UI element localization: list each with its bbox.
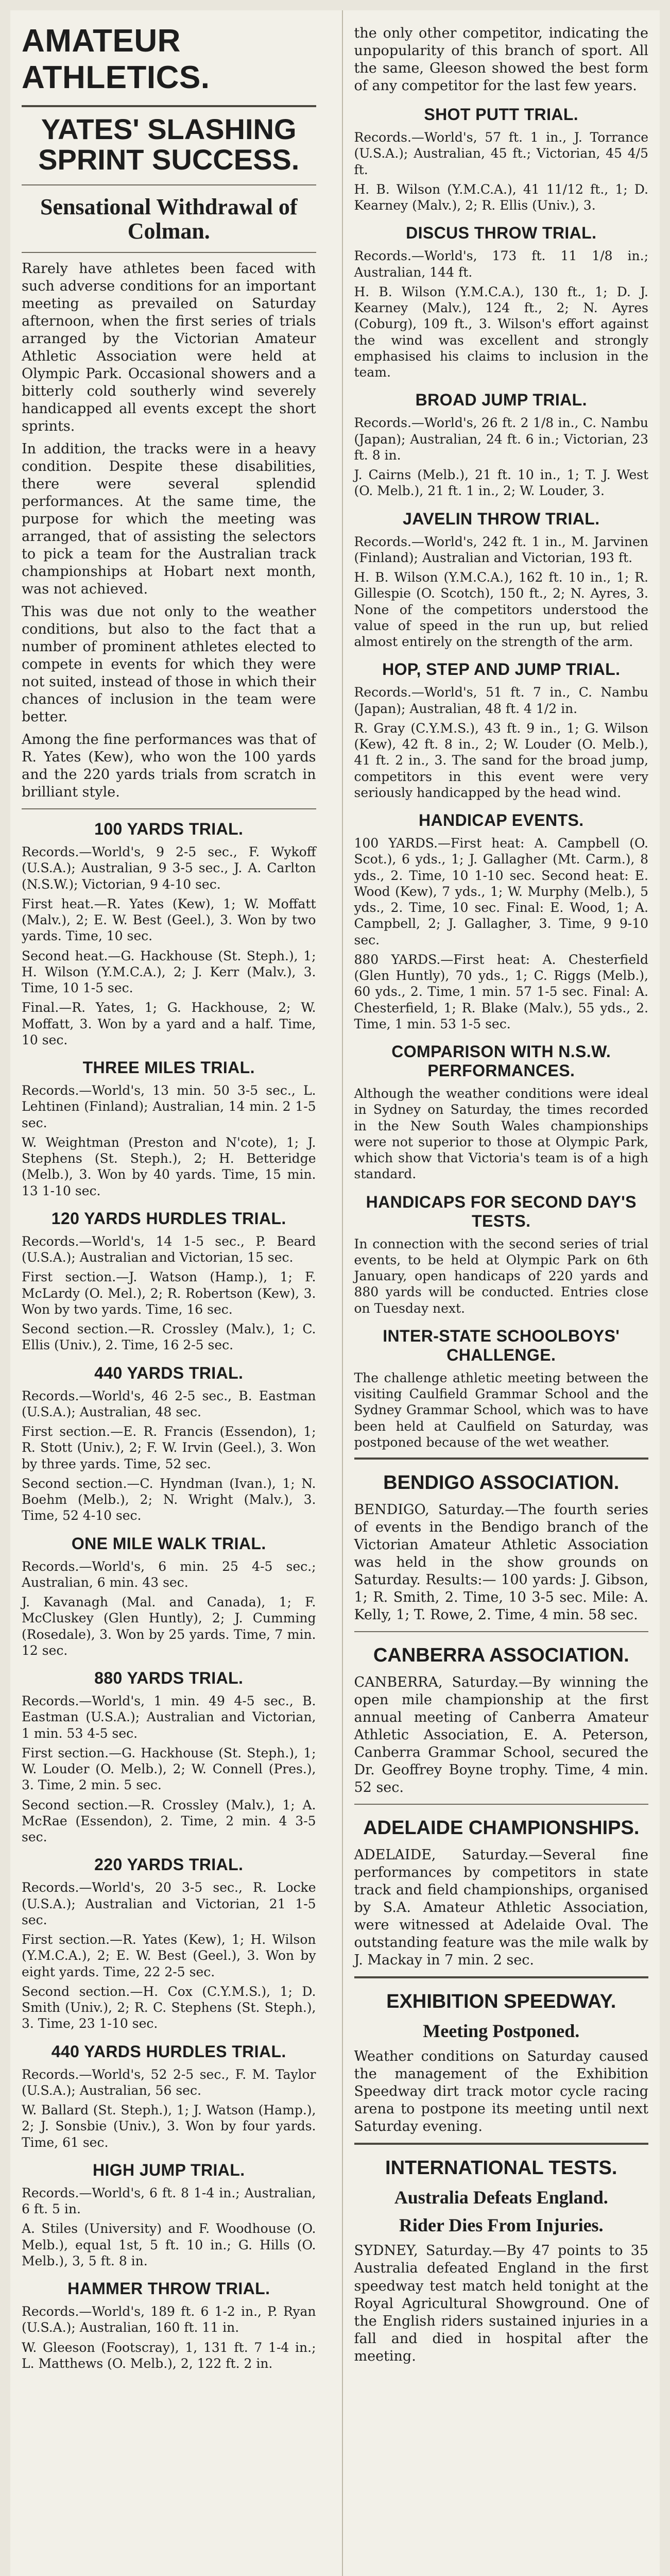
- adelaide-text: ADELAIDE, Saturday.—Several fine performances by competitors in state track and field championships, organised by S.A. Amateur Athletic Association, were witnessed at Adelaide Oval. The outstanding feature was the mile walk by J. Mackay in 7 min. 2 sec.: [354, 1847, 653, 1969]
- section-item: W. Gleeson (Footscray), 1, 131 ft. 7 1-4 in.; L. Matthews (O. Melb.), 2, 122 ft. 2 in.: [22, 2340, 320, 2371]
- section-item: Final.—R. Yates, 1; G. Hackhouse, 2; W. Moffatt, 3. Won by a yard and a half. Time, 10 sec.: [22, 1000, 320, 1047]
- section-item: Records.—World's, 173 ft. 11 1/8 in.; Australian, 144 ft.: [354, 248, 652, 280]
- exhibition-head: EXHIBITION SPEEDWAY.: [386, 1991, 616, 2013]
- section-item: H. B. Wilson (Y.M.C.A.), 130 ft., 1; D. J. Kearney (Malv.), 124 ft., 2; N. Ayres (Coburg), 109 ft., 3. Wilson's effort against the wind was excellent and strongly emphasised his claims to inclusion in the team.: [354, 284, 652, 380]
- section-title-schoolboys: INTER-STATE SCHOOLBOYS' CHALLENGE.: [383, 1326, 620, 1364]
- left-column: [10, 10, 328, 2576]
- divider: [354, 1458, 649, 1460]
- section-item: Records.—World's, 189 ft. 6 1-2 in., P. Ryan (U.S.A.); Australian, 160 ft. 11 in.: [22, 2304, 320, 2335]
- section-item: 880 YARDS.—First heat: A. Chesterfield (Glen Huntly), 70 yds., 1; C. Riggs (Melb.), 60 yds., 2. Time, 1 min. 57 1-5 sec. Final: A. Chesterfield, 1; R. Blake (Malv.), 55 yds., 2. Time, 1 min. 53 1-5 sec.: [354, 952, 652, 1031]
- section-item: R. Gray (C.Y.M.S.), 43 ft. 9 in., 1; G. Wilson (Kew), 42 ft. 8 in., 2; W. Louder (O. Melb.), 41 ft. 2 in., 3. The sand for the broad jump, competitors in this event were very seriously handicapped by the head wind.: [354, 720, 652, 800]
- divider: [22, 252, 316, 253]
- section-item: Records.—World's, 9 2-5 sec., F. Wykoff (U.S.A.); Australian, 9 3-5 sec., J. A. Carlton (N.S.W.); Victorian, 9 4-10 sec.: [22, 844, 320, 892]
- section-title-120-hurdles: 120 YARDS HURDLES TRIAL.: [51, 1209, 286, 1228]
- section-item: Records.—World's, 52 2-5 sec., F. M. Taylor (U.S.A.); Australian, 56 sec.: [22, 2066, 320, 2098]
- section-title-100-yards: 100 YARDS TRIAL.: [94, 820, 244, 839]
- bendigo-head: BENDIGO ASSOCIATION.: [383, 1472, 620, 1494]
- section-item: W. Weightman (Preston and N'cote), 1; J. Stephens (St. Steph.), 2; H. Betteridge (Melb.), 3. Won by 40 yards. Time, 15 min. 13 1-10 sec.: [22, 1134, 320, 1198]
- canberra-head: CANBERRA ASSOCIATION.: [373, 1645, 629, 1667]
- continuation-paragraph: the only other competitor, indicating the unpopularity of this branch of sport. All the same, Gleeson showed the best form of any competitor for the last few years.: [354, 25, 653, 94]
- section-item: 100 YARDS.—First heat: A. Campbell (O. Scot.), 6 yds., 1; J. Gallagher (Mt. Carm.), 8 yds., 2. Time, 10 1-10 sec. Second heat: E. Wood (Kew), 7 yds., 1; W. Murphy (Melb.), 5 yds., 2. Time, 10 sec. Final: E. Wood, 1; A. Campbell, 2; J. Gallagher, 3. Time, 9 9-10 sec.: [354, 836, 652, 947]
- section-title-handicaps-second-day: HANDICAPS FOR SECOND DAY'S TESTS.: [366, 1192, 637, 1230]
- section-item: Records.—World's, 6 ft. 8 1-4 in.; Australian, 6 ft. 5 in.: [22, 2185, 320, 2217]
- canberra-text: CANBERRA, Saturday.—By winning the open mile championship at the first annual meeting of Canberra Amateur Athletic Association, E. A. Peterson, Canberra Grammar School, secured the Dr. Geoffrey Boyne trophy. Time, 4 min. 52 sec.: [354, 1674, 653, 1796]
- associations: [354, 1472, 653, 1969]
- section-item: Records.—World's, 14 1-5 sec., P. Beard (U.S.A.); Australian and Victorian, 15 sec.: [22, 1233, 320, 1265]
- section-title-220-yards: 220 YARDS TRIAL.: [94, 1855, 244, 1874]
- section-item: J. Cairns (Melb.), 21 ft. 10 in., 1; T. J. West (O. Melb.), 21 ft. 1 in., 2; W. Louder, 3.: [354, 467, 652, 499]
- section-title-three-miles: THREE MILES TRIAL.: [82, 1058, 255, 1077]
- section-list: [354, 105, 652, 1450]
- divider: [354, 1631, 649, 1632]
- divider: [354, 1976, 649, 1978]
- section-item: First heat.—R. Yates (Kew), 1; W. Moffatt (Malv.), 2; E. W. Best (Geel.), 3. Won by two yards. Time, 10 sec.: [22, 896, 320, 944]
- section-item: The challenge athletic meeting between the visiting Caulfield Grammar School and the Sydney Grammar School, which was to have been held at Caulfield on Saturday, was postponed because of the wet weather.: [354, 1370, 652, 1450]
- section-item: Second section.—H. Cox (C.Y.M.S.), 1; D. Smith (Univ.), 2; R. C. Stephens (St. Steph.), 3. Time, 23 1-10 sec.: [22, 1984, 320, 2031]
- section-item: J. Kavanagh (Mal. and Canada), 1; F. McCluskey (Glen Huntly), 2; J. Cumming (Rosedale), 3. Won by 25 yards. Time, 7 min. 12 sec.: [22, 1595, 320, 1658]
- divider: [22, 105, 316, 107]
- exhibition-subhead: Meeting Postponed.: [423, 2021, 580, 2042]
- exhibition-text: Weather conditions on Saturday caused the management of the Exhibition Speedway dirt track motor cycle racing arena to postpone its meeting until next Saturday evening.: [354, 2048, 653, 2135]
- section-item: H. B. Wilson (Y.M.C.A.), 41 11/12 ft., 1; D. Kearney (Malv.), 2; R. Ellis (Univ.), 3.: [354, 181, 652, 213]
- divider: [354, 1804, 649, 1805]
- section-item: Although the weather conditions were ideal in Sydney on Saturday, the times recorded in the New South Wales championships were not superior to those at Olympic Park, which show that Victoria's team is of a high standard.: [354, 1086, 652, 1182]
- section-title-440-hurdles: 440 YARDS HURDLES TRIAL.: [51, 2042, 286, 2061]
- section-item: First section.—J. Watson (Hamp.), 1; F. McLardy (O. Mel.), 2; R. Robertson (Kew), 3. Won by two yards. Time, 16 sec.: [22, 1269, 320, 1317]
- section-item: First section.—R. Yates (Kew), 1; H. Wilson (Y.M.C.A.), 2; E. W. Best (Geel.), 3. Won by eight yards. Time, 22 2-5 sec.: [22, 1932, 320, 1979]
- section-item: H. B. Wilson (Y.M.C.A.), 162 ft. 10 in., 1; R. Gillespie (O. Scotch), 150 ft., 2; N. Ayres, 3. None of the competitors understood the value of speed in the run up, but relied almost entirely on the strength of the arm.: [354, 570, 652, 650]
- divider: [22, 184, 316, 185]
- section-item: Records.—World's, 46 2-5 sec., B. Eastman (U.S.A.); Australian, 48 sec.: [22, 1388, 320, 1419]
- section-item: First section.—G. Hackhouse (St. Steph.), 1; W. Louder (O. Melb.), 2; W. Connell (Pres.), 3. Time, 2 min. 5 sec.: [22, 1745, 320, 1793]
- section-title-high-jump: HIGH JUMP TRIAL.: [92, 2160, 245, 2179]
- section-item: Second section.—C. Hyndman (Ivan.), 1; N. Boehm (Melb.), 2; N. Wright (Malv.), 3. Time, 52 4-10 sec.: [22, 1476, 320, 1523]
- intro-paragraph: Among the fine performances was that of R. Yates (Kew), who won the 100 yards and the 220 yards trials from scratch in brilliant style.: [22, 732, 321, 801]
- exhibition-speedway: [354, 1991, 653, 2136]
- intro-paragraph: This was due not only to the weather conditions, but also to the fact that a number of prominent athletes elected to compete in events for which they were not suited, instead of those in which their chances of inclusion in the team were better.: [22, 603, 321, 725]
- section-item: Second heat.—G. Hackhouse (St. Steph.), 1; H. Wilson (Y.M.C.A.), 2; J. Kerr (Malv.), 3. Time, 10 1-5 sec.: [22, 948, 320, 996]
- section-title-mile-walk: ONE MILE WALK TRIAL.: [71, 1534, 266, 1553]
- right-column: [342, 10, 660, 2576]
- newspaper-page: [10, 10, 660, 2576]
- section-title-broad-jump: BROAD JUMP TRIAL.: [415, 391, 587, 410]
- section-title-hop-step-jump: HOP, STEP AND JUMP TRIAL.: [382, 660, 621, 679]
- section-title-880-yards: 880 YARDS TRIAL.: [94, 1669, 244, 1688]
- section-item: Second section.—R. Crossley (Malv.), 1; C. Ellis (Univ.), 2. Time, 16 2-5 sec.: [22, 1321, 320, 1353]
- international-text: SYDNEY, Saturday.—By 47 points to 35 Australia defeated England in the first speedway test match held tonight at the Royal Agricultural Showground. One of the English riders sustained injuries in a fall and died in hospital after the meeting.: [354, 2243, 653, 2364]
- section-item: Records.—World's, 1 min. 49 4-5 sec., B. Eastman (U.S.A.); Australian and Victorian, 1 min. 53 4-5 sec.: [22, 1693, 320, 1741]
- adelaide-head: ADELAIDE CHAMPIONSHIPS.: [363, 1817, 640, 1839]
- section-title-handicap-events: HANDICAP EVENTS.: [418, 811, 584, 830]
- international-subhead-2: Rider Dies From Injuries.: [399, 2215, 604, 2236]
- international-subhead-1: Australia Defeats England.: [394, 2187, 608, 2208]
- section-item: W. Ballard (St. Steph.), 1; J. Watson (Hamp.), 2; J. Sonsbie (Univ.), 3. Won by four yards. Time, 61 sec.: [22, 2103, 320, 2150]
- headline: YATES' SLASHING SPRINT SUCCESS.: [38, 113, 300, 176]
- section-item: First section.—E. R. Francis (Essendon), 1; R. Stott (Univ.), 2; F. W. Irvin (Geel.), 3. Won by three yards. Time, 52 sec.: [22, 1424, 320, 1471]
- divider: [354, 2143, 649, 2145]
- section-item: Records.—World's, 6 min. 25 4-5 sec.; Australian, 6 min. 43 sec.: [22, 1558, 320, 1590]
- section-item: Second section.—R. Crossley (Malv.), 1; A. McRae (Essendon), 2. Time, 2 min. 4 3-5 sec.: [22, 1797, 320, 1845]
- section-item: Records.—World's, 51 ft. 7 in., C. Nambu (Japan); Australian, 48 ft. 4 1/2 in.: [354, 685, 652, 716]
- section-item: In connection with the second series of trial events, to be held at Olympic Park on 6th January, open handicaps of 220 yards and 880 yards will be conducted. Entries close on Tuesday next.: [354, 1236, 652, 1316]
- section-title-javelin: JAVELIN THROW TRIAL.: [403, 509, 600, 528]
- section-item: Records.—World's, 242 ft. 1 in., M. Jarvinen (Finland); Australian and Victorian, 193 ft.: [354, 534, 652, 565]
- bendigo-text: BENDIGO, Saturday.—The fourth series of events in the Bendigo branch of the Victorian Amateur Athletic Association was held in the show grounds on Saturday. Results:— 100 yards: J. Gibson, 1; R. Smith, 2. Time, 10 3-5 sec. Mile: A. Kelly, 1; T. Rowe, 2. Time, 4 min. 58 sec.: [354, 1502, 653, 1623]
- section-title-comparison: COMPARISON WITH N.S.W. PERFORMANCES.: [391, 1042, 611, 1080]
- section-title-discus: DISCUS THROW TRIAL.: [406, 224, 597, 243]
- intro-paragraph: In addition, the tracks were in a heavy condition. Despite these disabilities, there were several splendid performances. At the same time, the purpose for which the meeting was arranged, that of assisting the selectors to pick a team for the Australian track championships at Hobart next month, was not achieved.: [22, 440, 321, 597]
- section-item: A. Stiles (University) and F. Woodhouse (O. Melb.), equal 1st, 5 ft. 10 in.; G. Hills (O. Melb.), 3, 5 ft. 8 in.: [22, 2221, 320, 2268]
- intro: [22, 260, 321, 801]
- section-title-shot: SHOT PUTT TRIAL.: [424, 105, 579, 124]
- section-item: Records.—World's, 26 ft. 2 1/8 in., C. Nambu (Japan); Australian, 24 ft. 6 in.; Victorian, 23 ft. 8 in.: [354, 415, 652, 463]
- international-tests: [354, 2157, 653, 2365]
- kicker: AMATEUR ATHLETICS.: [22, 23, 210, 95]
- section-item: Records.—World's, 13 min. 50 3-5 sec., L. Lehtinen (Finland); Australian, 14 min. 2 1-5 sec.: [22, 1083, 320, 1130]
- section-title-440-yards: 440 YARDS TRIAL.: [94, 1363, 244, 1382]
- section-item: Records.—World's, 20 3-5 sec., R. Locke (U.S.A.); Australian and Victorian, 21 1-5 sec.: [22, 1880, 320, 1927]
- intro-paragraph: Rarely have athletes been faced with such adverse conditions for an important meeting as prevailed on Saturday afternoon, when the first series of trials arranged by the Victorian Amateur Athletic Association were held at Olympic Park. Occasional showers and a bitterly cold southerly wind severely handicapped all events except the short sprints.: [22, 260, 321, 434]
- section-list: [22, 820, 320, 2371]
- section-title-hammer: HAMMER THROW TRIAL.: [67, 2279, 270, 2298]
- section-item: Records.—World's, 57 ft. 1 in., J. Torrance (U.S.A.); Australian, 45 ft.; Victorian, 45 4/5 ft.: [354, 130, 652, 177]
- divider: [22, 808, 316, 809]
- international-head: INTERNATIONAL TESTS.: [385, 2157, 617, 2179]
- subhead: Sensational Withdrawal of Colman.: [40, 194, 298, 244]
